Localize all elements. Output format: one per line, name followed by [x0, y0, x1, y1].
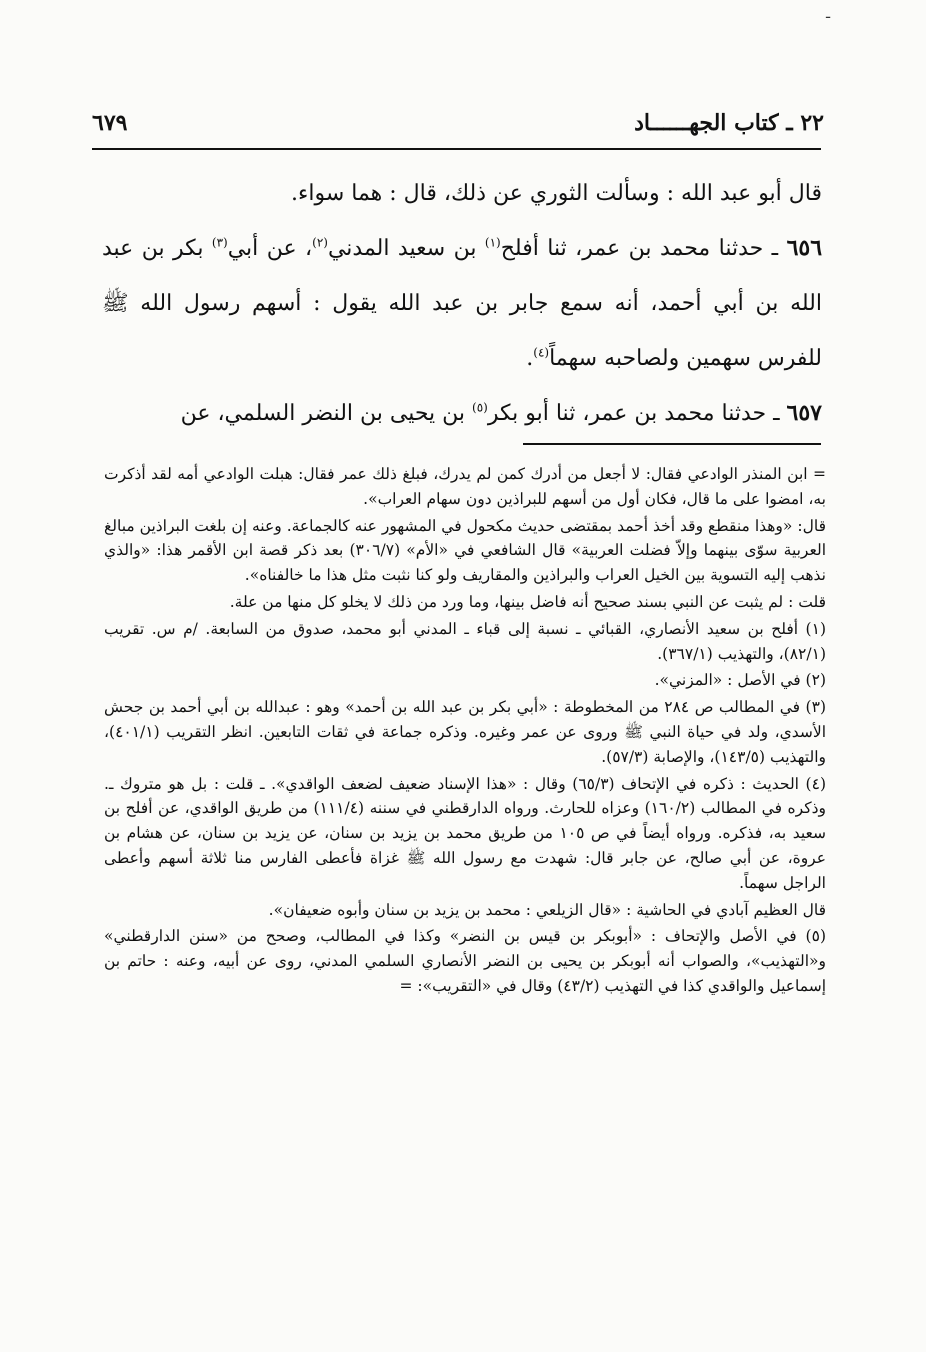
main-line-1: قال أبو عبد الله : وسألت الثوري عن ذلك، قال : هما سواء. [291, 181, 822, 206]
footnotes [104, 462, 826, 1001]
hadith-number: ٦٥٦ [786, 235, 823, 261]
footnote-ref: (٤) [533, 345, 550, 360]
main-text [102, 166, 822, 441]
hadith-text: ـ حدثنا محمد بن عمر، ثنا أبو بكر [487, 401, 787, 426]
footnote-continuation: قال: «وهذا منقطع وقد أخذ أحمد بمقتضى حديث مكحول في المشهور عنه كالجماعة. وعنه إن بلغت البراذين مبالغ العربية سوّى بينهما وإلاّ فضلت العربية» قال الشافعي في «الأم» (٣٠٦/٧) بعد ذكر قصة ابن الأقمر هذا: «والذي نذهب إليه التسوية بين الخيل العراب والبراذين والمقاريف ولو كنا نثبت مثل هذا ما خالفناه». [104, 516, 826, 585]
footnote-divider [523, 443, 821, 445]
hadith-text: . [526, 346, 534, 371]
hadith-text: ، عن أبي [227, 236, 313, 261]
footnote-ref: (٣) [211, 235, 228, 250]
footnote-1: (١) أفلح بن سعيد الأنصاري، القبائي ـ نسبة إلى قباء ـ المدني أبو محمد، صدوق من السابعة. /م س. تقريب (٨٢/١)، والتهذيب (٣٦٧/١). [104, 619, 826, 663]
page-header [92, 100, 824, 136]
hadith-text: بن يحيى بن النضر السلمي، عن [180, 401, 473, 426]
hadith-text: بن سعيد المدني [327, 236, 485, 261]
footnote-ref: (٥) [472, 400, 488, 415]
footnote-continuation: قلت : لم يثبت عن النبي بسند صحيح أنه فاضل بينها، وما ورد من ذلك لا يخلو كل منها من علة. [229, 592, 826, 611]
hadith-number: ٦٥٧ [786, 400, 822, 426]
footnote-2: (٢) في الأصل : «المزني». [654, 671, 826, 690]
scan-mark: ـ [826, 6, 831, 22]
footnote-4-addendum: قال العظيم آبادي في الحاشية : «قال الزيلعي : محمد بن يزيد بن سنان وأبوه ضعيفان». [268, 900, 826, 919]
hadith-text: بكر بن عبد الله بن أبي أحمد، أنه سمع جابر بن عبد الله يقول : أسهم رسول الله ﷺ للفرس سهمين ولصاحبه سهماً [102, 236, 822, 371]
footnote-continuation: = ابن المنذر الوادعي فقال: لا أجعل من أدرك كمن لم يدرك، فبلغ ذلك عمر فقال: هبلت الوادعي أمه لقد أذكرت به، امضوا على ما قال، فكان أول من أسهم للبراذين دون سهام العراب». [104, 465, 826, 508]
header-divider [92, 148, 821, 150]
footnote-ref: (١) [484, 235, 501, 250]
hadith-656 [102, 221, 822, 386]
footnote-4: (٤) الحديث : ذكره في الإتحاف (٦٥/٣) وقال : «هذا الإسناد ضعيف لضعف الواقدي». ـ قلت : بل هو متروك ـ. وذكره في المطالب (١٦٠/٢) وعزاه للحارث. ورواه الدارقطني في سننه (١١١/٤) من طريق الواقدي، عن أفلح بن سعيد به، فذكره. ورواه أيضاً في ص ١٠٥ من طريق محمد بن يزيد بن سنان، عن يزيد بن سنان، عن هشام بن عروة، عن أبي صالح، عن جابر قال: شهدت مع رسول الله ﷺ غزاة فأعطى الفارس منا ثلاثة أسهم وأعطى الراجل سهماً. [104, 774, 826, 892]
hadith-text: ـ حدثنا محمد بن عمر، ثنا أفلح [500, 236, 787, 261]
footnote-ref: (٢) [312, 235, 328, 250]
hadith-657 [102, 386, 822, 441]
footnote-3: (٣) في المطالب ص ٢٨٤ من المخطوطة : «أبي بكر بن عبد الله بن أحمد» وهو : عبدالله بن أبي أحمد بن جحش الأسدي، ولد في حياة النبي ﷺ وروى عن عمر وغيره. وذكره جماعة في ثقات التابعين. انظر التقريب (٤٠١/١)، والتهذيب (١٤٣/٥)، والإصابة (٥٧/٣). [104, 698, 826, 766]
chapter-title: ٢٢ ـ كتاب الجهــــــاد [634, 110, 824, 136]
footnote-5: (٥) في الأصل والإتحاف : «أبوبكر بن قيس بن النضر» وكذا في المطالب، وصحح من «سنن الدارقطني» و«التهذيب»، والصواب أنه أبوبكر بن يحيى بن النضر الأنصاري السلمي المدني، روى عن أبيه، وعنه : حاتم بن إسماعيل والواقدي كذا في التهذيب (٤٣/٢) وقال في «التقريب»: = [104, 927, 826, 995]
page-number: ٦٧٩ [92, 110, 128, 136]
